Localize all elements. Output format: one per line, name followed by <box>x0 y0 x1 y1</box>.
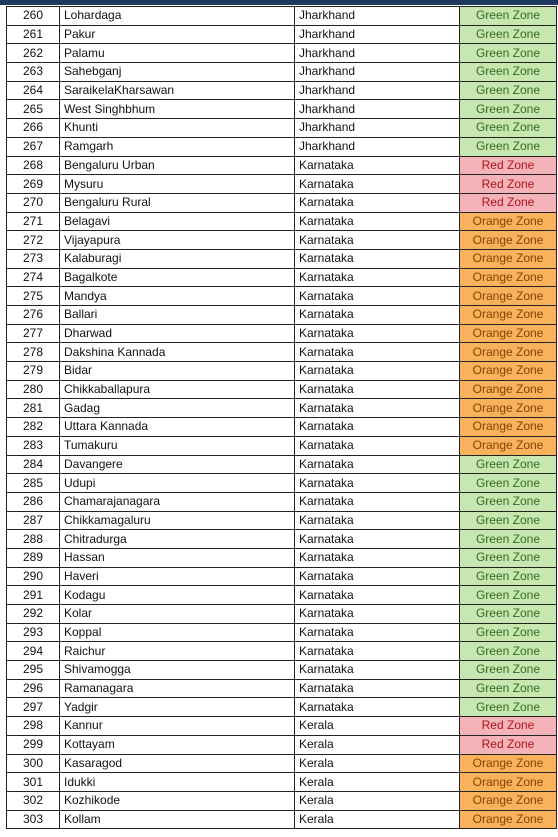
state-cell: Karnataka <box>295 249 460 268</box>
zone-cell: Green Zone <box>460 511 557 530</box>
serial-number-cell: 270 <box>7 193 60 212</box>
table-row <box>7 642 557 661</box>
district-cell: Bengaluru Rural <box>60 193 295 212</box>
state-cell: Jharkhand <box>295 44 460 63</box>
serial-number-cell: 275 <box>7 287 60 306</box>
serial-number-cell: 284 <box>7 455 60 474</box>
table-row <box>7 530 557 549</box>
table-row <box>7 623 557 642</box>
table-row <box>7 474 557 493</box>
zone-cell: Red Zone <box>460 717 557 736</box>
table-body <box>7 7 557 829</box>
serial-number-cell: 266 <box>7 119 60 138</box>
serial-number-cell: 280 <box>7 380 60 399</box>
serial-number-cell: 300 <box>7 754 60 773</box>
state-cell: Kerala <box>295 735 460 754</box>
serial-number-cell: 274 <box>7 268 60 287</box>
state-cell: Karnataka <box>295 343 460 362</box>
district-cell: Uttara Kannada <box>60 418 295 437</box>
district-cell: Kannur <box>60 717 295 736</box>
serial-number-cell: 290 <box>7 567 60 586</box>
table-row <box>7 175 557 194</box>
district-cell: Raichur <box>60 642 295 661</box>
serial-number-cell: 261 <box>7 25 60 44</box>
state-cell: Karnataka <box>295 362 460 381</box>
state-cell: Karnataka <box>295 175 460 194</box>
serial-number-cell: 260 <box>7 7 60 26</box>
table-row <box>7 399 557 418</box>
serial-number-cell: 302 <box>7 791 60 810</box>
state-cell: Jharkhand <box>295 63 460 82</box>
district-cell: Kolar <box>60 605 295 624</box>
district-cell: Tumakuru <box>60 436 295 455</box>
serial-number-cell: 292 <box>7 605 60 624</box>
state-cell: Karnataka <box>295 605 460 624</box>
district-cell: Ramgarh <box>60 137 295 156</box>
zone-cell: Orange Zone <box>460 754 557 773</box>
zone-cell: Orange Zone <box>460 773 557 792</box>
zone-cell: Green Zone <box>460 623 557 642</box>
state-cell: Karnataka <box>295 492 460 511</box>
zone-cell: Green Zone <box>460 530 557 549</box>
district-cell: Mandya <box>60 287 295 306</box>
table-row <box>7 773 557 792</box>
table-row <box>7 735 557 754</box>
serial-number-cell: 265 <box>7 100 60 119</box>
table-row <box>7 548 557 567</box>
serial-number-cell: 285 <box>7 474 60 493</box>
zone-cell: Red Zone <box>460 735 557 754</box>
district-cell: Hassan <box>60 548 295 567</box>
zone-cell: Orange Zone <box>460 268 557 287</box>
table-row <box>7 324 557 343</box>
district-cell: Udupi <box>60 474 295 493</box>
zone-cell: Orange Zone <box>460 380 557 399</box>
zone-cell: Orange Zone <box>460 362 557 381</box>
zone-cell: Green Zone <box>460 586 557 605</box>
table-row <box>7 661 557 680</box>
district-cell: Yadgir <box>60 698 295 717</box>
state-cell: Karnataka <box>295 511 460 530</box>
table-row <box>7 343 557 362</box>
zone-cell: Red Zone <box>460 156 557 175</box>
serial-number-cell: 288 <box>7 530 60 549</box>
zone-cell: Green Zone <box>460 492 557 511</box>
district-cell: Kalaburagi <box>60 249 295 268</box>
district-cell: Lohardaga <box>60 7 295 26</box>
zone-cell: Red Zone <box>460 175 557 194</box>
district-cell: Pakur <box>60 25 295 44</box>
state-cell: Karnataka <box>295 623 460 642</box>
table-row <box>7 698 557 717</box>
district-cell: Palamu <box>60 44 295 63</box>
zone-cell: Orange Zone <box>460 791 557 810</box>
serial-number-cell: 273 <box>7 249 60 268</box>
serial-number-cell: 262 <box>7 44 60 63</box>
zone-cell: Orange Zone <box>460 212 557 231</box>
district-cell: Chikkaballapura <box>60 380 295 399</box>
zone-cell: Green Zone <box>460 661 557 680</box>
state-cell: Karnataka <box>295 530 460 549</box>
table-row <box>7 100 557 119</box>
serial-number-cell: 299 <box>7 735 60 754</box>
district-cell: Bengaluru Urban <box>60 156 295 175</box>
zone-cell: Green Zone <box>460 605 557 624</box>
table-row <box>7 268 557 287</box>
state-cell: Kerala <box>295 773 460 792</box>
table-row <box>7 567 557 586</box>
district-cell: Davangere <box>60 455 295 474</box>
zone-cell: Orange Zone <box>460 418 557 437</box>
table-row <box>7 511 557 530</box>
state-cell: Karnataka <box>295 474 460 493</box>
zone-cell: Orange Zone <box>460 436 557 455</box>
serial-number-cell: 297 <box>7 698 60 717</box>
zone-cell: Green Zone <box>460 25 557 44</box>
zone-cell: Green Zone <box>460 119 557 138</box>
zone-cell: Green Zone <box>460 455 557 474</box>
state-cell: Kerala <box>295 810 460 829</box>
serial-number-cell: 287 <box>7 511 60 530</box>
serial-number-cell: 293 <box>7 623 60 642</box>
serial-number-cell: 301 <box>7 773 60 792</box>
district-cell: Kodagu <box>60 586 295 605</box>
state-cell: Jharkhand <box>295 25 460 44</box>
top-border-bar <box>0 0 558 5</box>
district-cell: Bidar <box>60 362 295 381</box>
serial-number-cell: 263 <box>7 63 60 82</box>
state-cell: Karnataka <box>295 642 460 661</box>
serial-number-cell: 283 <box>7 436 60 455</box>
table-row <box>7 249 557 268</box>
table-row <box>7 7 557 26</box>
state-cell: Karnataka <box>295 436 460 455</box>
table-row <box>7 362 557 381</box>
zone-cell: Orange Zone <box>460 324 557 343</box>
state-cell: Karnataka <box>295 231 460 250</box>
table-row <box>7 717 557 736</box>
serial-number-cell: 267 <box>7 137 60 156</box>
serial-number-cell: 289 <box>7 548 60 567</box>
serial-number-cell: 276 <box>7 306 60 325</box>
serial-number-cell: 282 <box>7 418 60 437</box>
district-cell: Belagavi <box>60 212 295 231</box>
district-cell: Chikkamagaluru <box>60 511 295 530</box>
zone-cell: Green Zone <box>460 44 557 63</box>
zone-cell: Red Zone <box>460 193 557 212</box>
serial-number-cell: 296 <box>7 679 60 698</box>
table-row <box>7 436 557 455</box>
zone-cell: Green Zone <box>460 567 557 586</box>
district-cell: Ramanagara <box>60 679 295 698</box>
district-zone-table <box>6 6 557 829</box>
table-row <box>7 81 557 100</box>
zone-cell: Orange Zone <box>460 810 557 829</box>
table-row <box>7 212 557 231</box>
serial-number-cell: 291 <box>7 586 60 605</box>
state-cell: Kerala <box>295 754 460 773</box>
table-row <box>7 810 557 829</box>
serial-number-cell: 278 <box>7 343 60 362</box>
district-cell: Gadag <box>60 399 295 418</box>
serial-number-cell: 298 <box>7 717 60 736</box>
zone-cell: Green Zone <box>460 474 557 493</box>
table-row <box>7 605 557 624</box>
district-cell: Mysuru <box>60 175 295 194</box>
zone-cell: Orange Zone <box>460 343 557 362</box>
zone-cell: Orange Zone <box>460 306 557 325</box>
state-cell: Kerala <box>295 717 460 736</box>
state-cell: Jharkhand <box>295 81 460 100</box>
table-row <box>7 137 557 156</box>
table-row <box>7 287 557 306</box>
table-row <box>7 455 557 474</box>
district-cell: Vijayapura <box>60 231 295 250</box>
zone-cell: Green Zone <box>460 63 557 82</box>
table-row <box>7 380 557 399</box>
state-cell: Jharkhand <box>295 137 460 156</box>
serial-number-cell: 264 <box>7 81 60 100</box>
state-cell: Karnataka <box>295 679 460 698</box>
serial-number-cell: 294 <box>7 642 60 661</box>
serial-number-cell: 272 <box>7 231 60 250</box>
table-row <box>7 306 557 325</box>
district-cell: Dharwad <box>60 324 295 343</box>
table-row <box>7 754 557 773</box>
district-cell: Haveri <box>60 567 295 586</box>
state-cell: Jharkhand <box>295 100 460 119</box>
zone-cell: Orange Zone <box>460 249 557 268</box>
zone-cell: Orange Zone <box>460 287 557 306</box>
state-cell: Karnataka <box>295 399 460 418</box>
district-cell: SaraikelaKharsawan <box>60 81 295 100</box>
state-cell: Karnataka <box>295 567 460 586</box>
zone-cell: Green Zone <box>460 137 557 156</box>
zone-cell: Orange Zone <box>460 231 557 250</box>
state-cell: Karnataka <box>295 212 460 231</box>
state-cell: Karnataka <box>295 380 460 399</box>
district-cell: Bagalkote <box>60 268 295 287</box>
table-row <box>7 679 557 698</box>
state-cell: Karnataka <box>295 455 460 474</box>
state-cell: Karnataka <box>295 193 460 212</box>
zone-cell: Green Zone <box>460 548 557 567</box>
district-cell: Kozhikode <box>60 791 295 810</box>
table-row <box>7 231 557 250</box>
serial-number-cell: 268 <box>7 156 60 175</box>
zone-cell: Green Zone <box>460 698 557 717</box>
district-cell: Chitradurga <box>60 530 295 549</box>
state-cell: Karnataka <box>295 268 460 287</box>
zone-cell: Green Zone <box>460 7 557 26</box>
state-cell: Karnataka <box>295 287 460 306</box>
table-row <box>7 44 557 63</box>
district-cell: West Singhbhum <box>60 100 295 119</box>
state-cell: Karnataka <box>295 586 460 605</box>
zone-cell: Orange Zone <box>460 399 557 418</box>
district-cell: Khunti <box>60 119 295 138</box>
serial-number-cell: 271 <box>7 212 60 231</box>
district-cell: Koppal <box>60 623 295 642</box>
state-cell: Jharkhand <box>295 7 460 26</box>
district-cell: Sahebganj <box>60 63 295 82</box>
serial-number-cell: 277 <box>7 324 60 343</box>
state-cell: Karnataka <box>295 698 460 717</box>
zone-cell: Green Zone <box>460 679 557 698</box>
table-row <box>7 586 557 605</box>
table-row <box>7 119 557 138</box>
zone-cell: Green Zone <box>460 81 557 100</box>
serial-number-cell: 281 <box>7 399 60 418</box>
state-cell: Kerala <box>295 791 460 810</box>
serial-number-cell: 286 <box>7 492 60 511</box>
district-cell: Idukki <box>60 773 295 792</box>
district-cell: Kottayam <box>60 735 295 754</box>
table-row <box>7 25 557 44</box>
table-row <box>7 791 557 810</box>
district-cell: Ballari <box>60 306 295 325</box>
state-cell: Karnataka <box>295 418 460 437</box>
table-row <box>7 156 557 175</box>
state-cell: Karnataka <box>295 548 460 567</box>
district-cell: Chamarajanagara <box>60 492 295 511</box>
state-cell: Karnataka <box>295 324 460 343</box>
district-cell: Shivamogga <box>60 661 295 680</box>
serial-number-cell: 295 <box>7 661 60 680</box>
table-row <box>7 193 557 212</box>
table-row <box>7 492 557 511</box>
state-cell: Karnataka <box>295 661 460 680</box>
serial-number-cell: 269 <box>7 175 60 194</box>
state-cell: Karnataka <box>295 156 460 175</box>
district-cell: Kollam <box>60 810 295 829</box>
serial-number-cell: 279 <box>7 362 60 381</box>
table-row <box>7 63 557 82</box>
serial-number-cell: 303 <box>7 810 60 829</box>
zone-cell: Green Zone <box>460 100 557 119</box>
state-cell: Karnataka <box>295 306 460 325</box>
state-cell: Jharkhand <box>295 119 460 138</box>
district-cell: Dakshina Kannada <box>60 343 295 362</box>
district-cell: Kasaragod <box>60 754 295 773</box>
table-row <box>7 418 557 437</box>
zone-cell: Green Zone <box>460 642 557 661</box>
